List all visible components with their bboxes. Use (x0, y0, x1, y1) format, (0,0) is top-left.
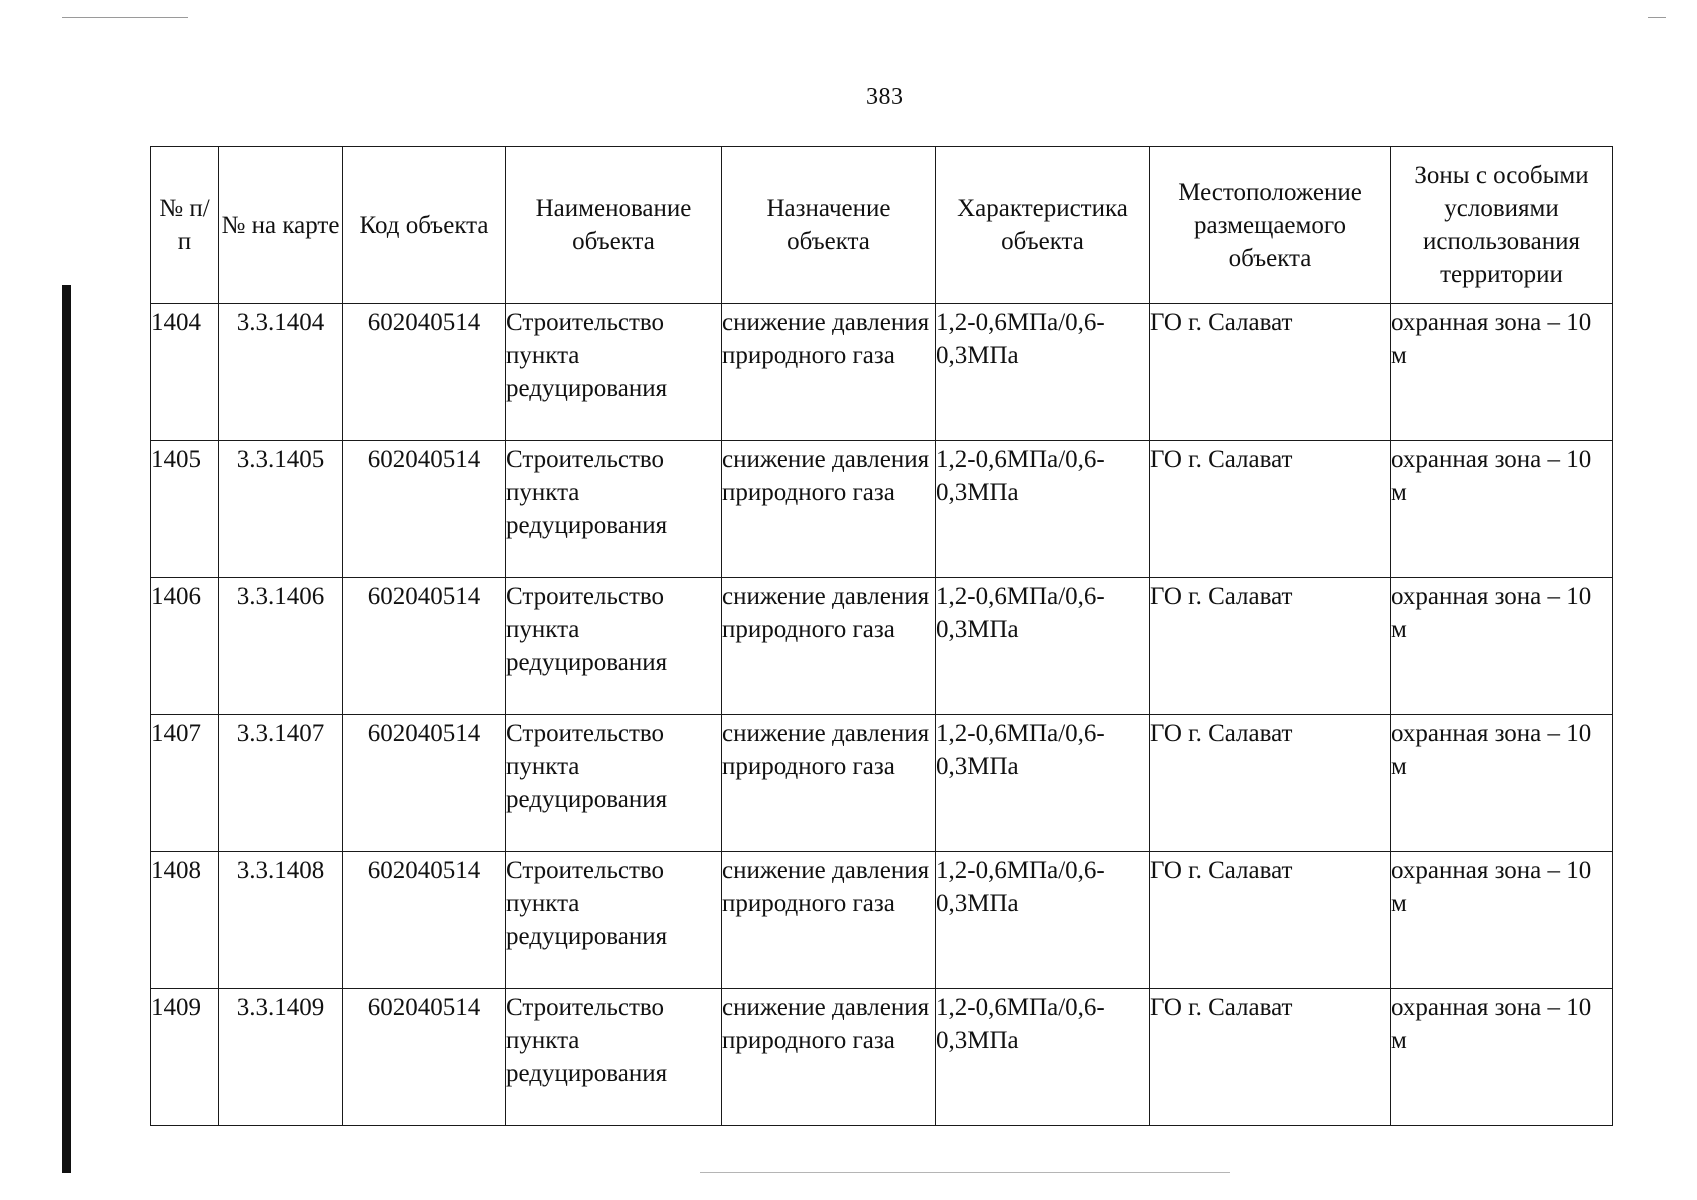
cell-object-location: ГО г. Салават (1150, 578, 1391, 715)
scan-edge-mark (700, 1172, 1230, 1173)
table-row (151, 852, 1613, 989)
cell-object-location: ГО г. Салават (1150, 441, 1391, 578)
cell-object-code: 602040514 (343, 989, 506, 1126)
cell-special-zone: охранная зона – 10 м (1391, 578, 1613, 715)
header-special-zones: Зоны с особыми условиями использования территории (1391, 147, 1613, 304)
cell-object-purpose: снижение давления природного газа (722, 852, 936, 989)
cell-object-purpose: снижение давления природного газа (722, 715, 936, 852)
cell-object-name: Строительство пункта редуцирования (506, 715, 722, 852)
cell-object-purpose: снижение давления природного газа (722, 304, 936, 441)
cell-object-location: ГО г. Салават (1150, 715, 1391, 852)
scan-binding-shadow (62, 285, 71, 1173)
cell-object-characteristic: 1,2-0,6МПа/0,6-0,3МПа (936, 715, 1150, 852)
cell-special-zone: охранная зона – 10 м (1391, 715, 1613, 852)
cell-object-characteristic: 1,2-0,6МПа/0,6-0,3МПа (936, 989, 1150, 1126)
cell-object-purpose: снижение давления природного газа (722, 441, 936, 578)
header-row (151, 147, 1613, 304)
cell-num: 1405 (151, 441, 219, 578)
header-object-name: Наименование объекта (506, 147, 722, 304)
cell-num: 1404 (151, 304, 219, 441)
cell-object-code: 602040514 (343, 304, 506, 441)
cell-num: 1409 (151, 989, 219, 1126)
table-body (151, 304, 1613, 1126)
cell-special-zone: охранная зона – 10 м (1391, 304, 1613, 441)
header-object-purpose: Назначение объекта (722, 147, 936, 304)
cell-object-characteristic: 1,2-0,6МПа/0,6-0,3МПа (936, 578, 1150, 715)
table-row (151, 715, 1613, 852)
cell-object-characteristic: 1,2-0,6МПа/0,6-0,3МПа (936, 304, 1150, 441)
cell-map-number: 3.3.1404 (219, 304, 343, 441)
cell-object-name: Строительство пункта редуцирования (506, 441, 722, 578)
cell-object-purpose: снижение давления природного газа (722, 578, 936, 715)
header-num: № п/п (151, 147, 219, 304)
cell-map-number: 3.3.1409 (219, 989, 343, 1126)
cell-object-characteristic: 1,2-0,6МПа/0,6-0,3МПа (936, 441, 1150, 578)
cell-special-zone: охранная зона – 10 м (1391, 989, 1613, 1126)
table-header (151, 147, 1613, 304)
cell-object-name: Строительство пункта редуцирования (506, 852, 722, 989)
table-row (151, 304, 1613, 441)
cell-object-location: ГО г. Салават (1150, 852, 1391, 989)
cell-map-number: 3.3.1405 (219, 441, 343, 578)
table-row (151, 989, 1613, 1126)
cell-num: 1406 (151, 578, 219, 715)
cell-object-location: ГО г. Салават (1150, 304, 1391, 441)
scan-edge-mark (1648, 17, 1666, 18)
cell-num: 1408 (151, 852, 219, 989)
objects-table (150, 146, 1613, 1126)
cell-num: 1407 (151, 715, 219, 852)
cell-object-code: 602040514 (343, 852, 506, 989)
cell-map-number: 3.3.1407 (219, 715, 343, 852)
header-map-number: № на карте (219, 147, 343, 304)
table-row (151, 578, 1613, 715)
header-object-characteristic: Характеристика объекта (936, 147, 1150, 304)
cell-map-number: 3.3.1406 (219, 578, 343, 715)
scan-edge-mark (62, 17, 188, 18)
header-object-location: Местоположение размещаемого объекта (1150, 147, 1391, 304)
cell-special-zone: охранная зона – 10 м (1391, 441, 1613, 578)
cell-object-code: 602040514 (343, 578, 506, 715)
cell-map-number: 3.3.1408 (219, 852, 343, 989)
cell-object-purpose: снижение давления природного газа (722, 989, 936, 1126)
cell-special-zone: охранная зона – 10 м (1391, 852, 1613, 989)
cell-object-characteristic: 1,2-0,6МПа/0,6-0,3МПа (936, 852, 1150, 989)
page-number: 383 (866, 84, 904, 110)
cell-object-name: Строительство пункта редуцирования (506, 989, 722, 1126)
cell-object-location: ГО г. Салават (1150, 989, 1391, 1126)
cell-object-name: Строительство пункта редуцирования (506, 578, 722, 715)
cell-object-code: 602040514 (343, 715, 506, 852)
cell-object-code: 602040514 (343, 441, 506, 578)
header-object-code: Код объекта (343, 147, 506, 304)
cell-object-name: Строительство пункта редуцирования (506, 304, 722, 441)
table-row (151, 441, 1613, 578)
